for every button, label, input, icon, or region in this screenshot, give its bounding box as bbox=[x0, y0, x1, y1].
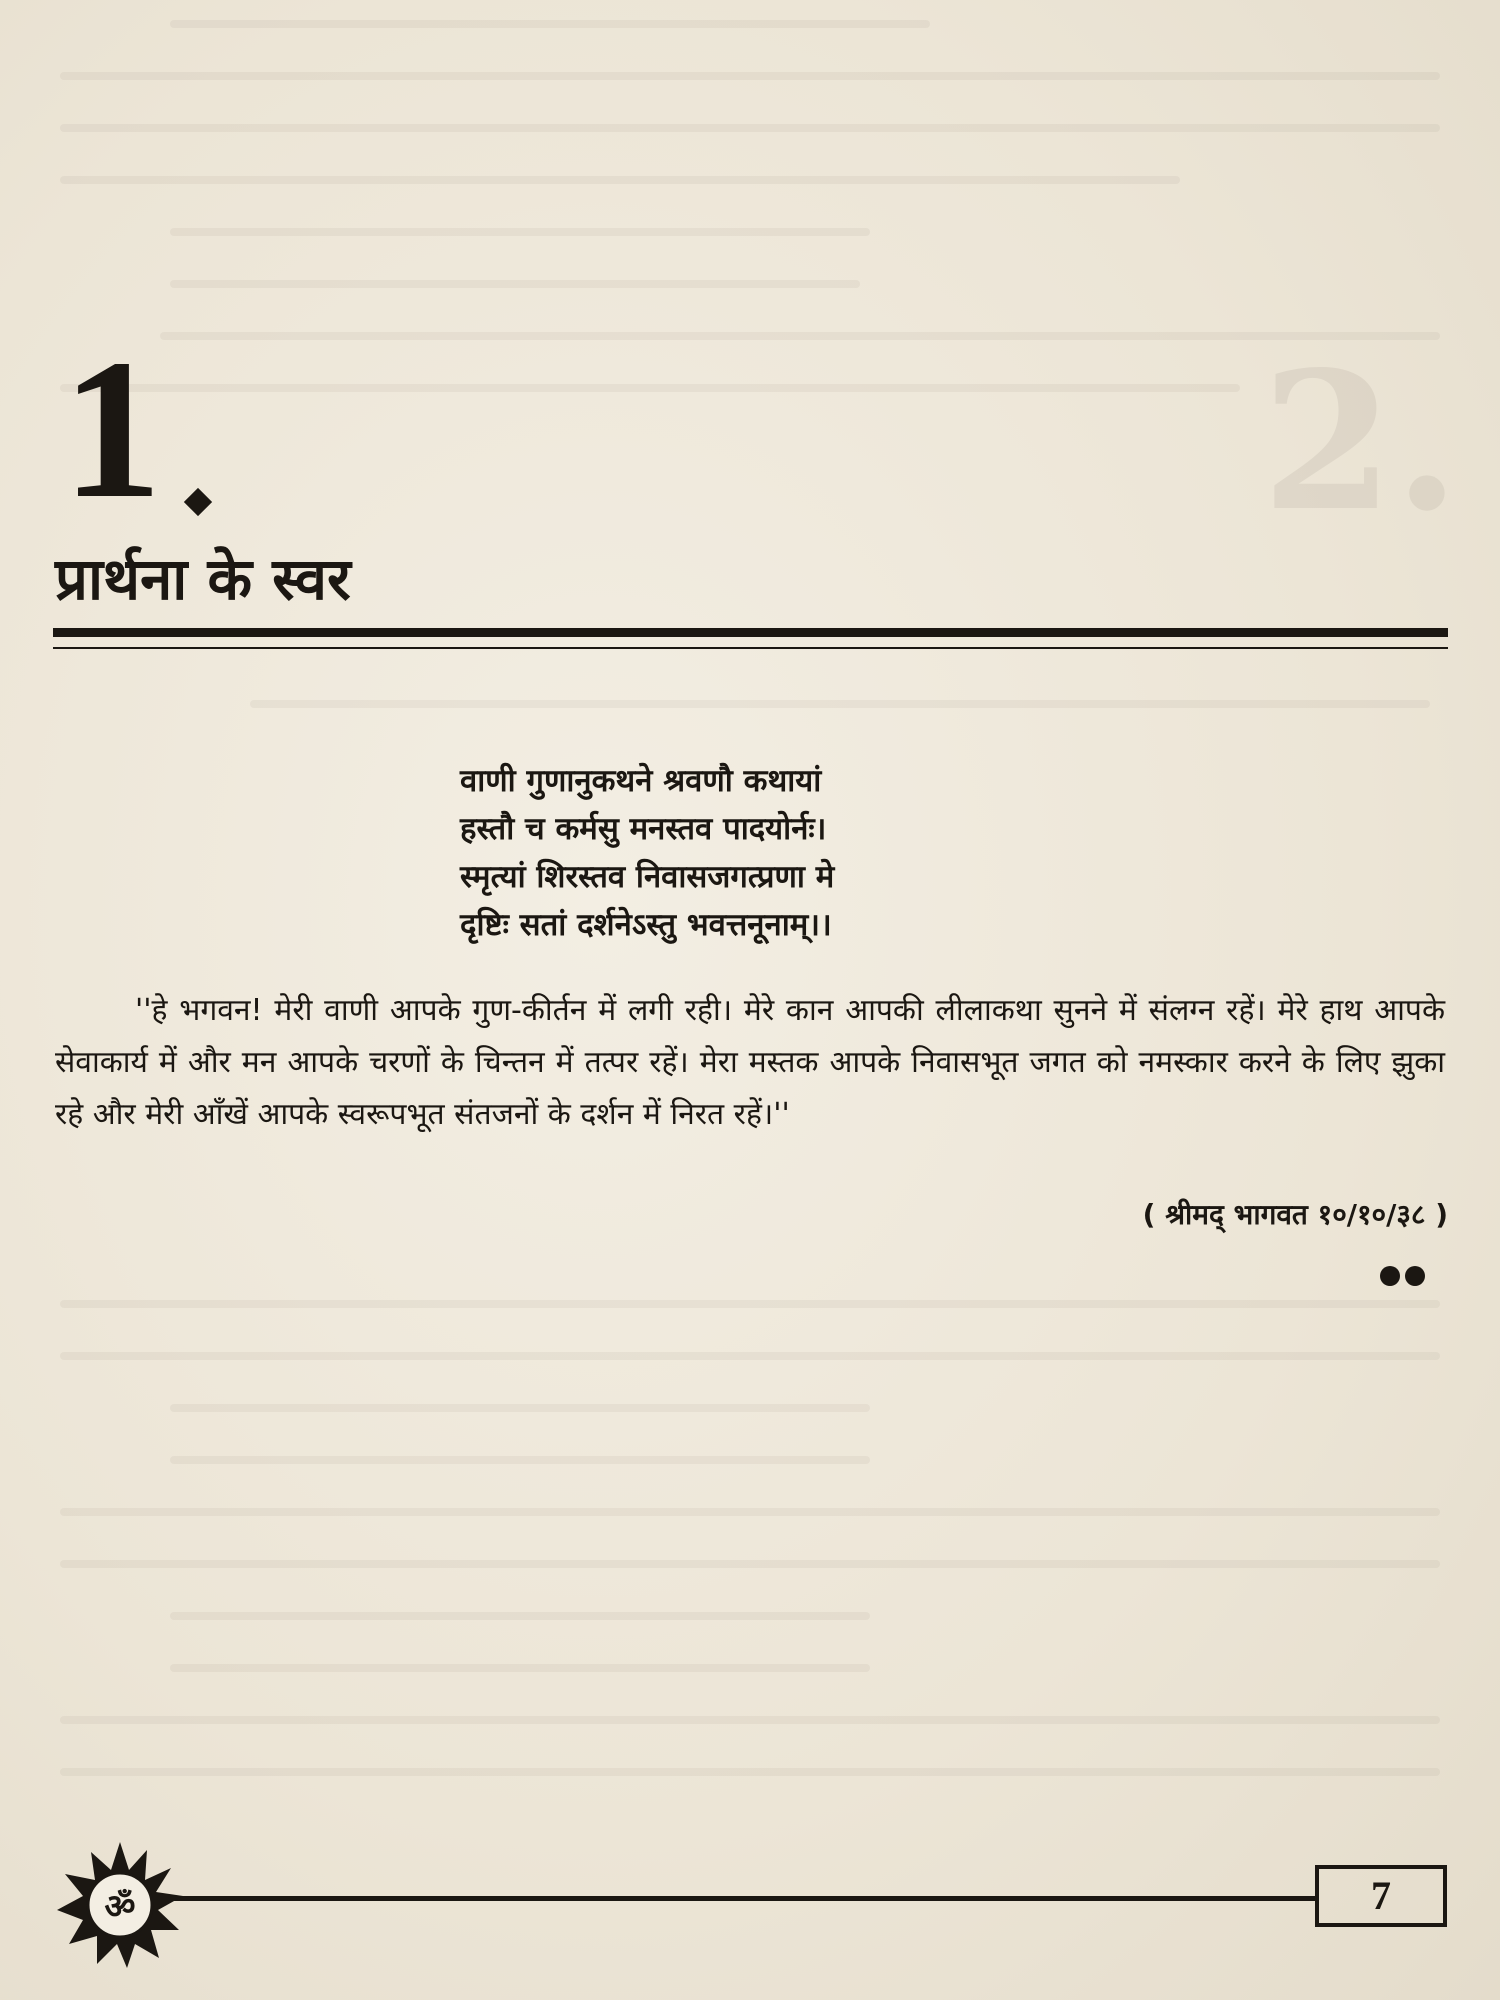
verse-line: दृष्टिः सतां दर्शनेऽस्तु भवत्तनूनाम्।। bbox=[460, 907, 832, 943]
show-through-line bbox=[60, 1352, 1440, 1360]
verse-citation: ( श्रीमद् भागवत १०/१०/३८ ) bbox=[1142, 1198, 1448, 1231]
heading-rule-thin bbox=[53, 647, 1448, 649]
verse-line: स्मृत्यां शिरस्तव निवासजगत्प्रणा मे bbox=[460, 859, 835, 895]
show-through-line bbox=[170, 1612, 870, 1620]
translation-paragraph: ''हे भगवन! मेरी वाणी आपके गुण-कीर्तन में लगी रही। मेरे कान आपकी लीलाकथा सुनने में संलग्न रहें। मेरे हाथ आपके सेवाकार्य में और मन आपके चरणों के चिन्तन में तत्पर रहें। मेरा मस्तक आपके निवासभूत जगत को नमस्कार करने के लिए झुका रहे और मेरी आँखें आपके स्वरूपभूत संतजनों के दर्शन में निरत रहें।'' bbox=[55, 993, 1445, 1132]
show-through-line bbox=[60, 124, 1440, 132]
show-through-line bbox=[60, 1300, 1440, 1308]
page-number: 7 bbox=[1315, 1865, 1447, 1927]
show-through-line bbox=[60, 1768, 1440, 1776]
verse-line: वाणी गुणानुकथने श्रवणौ कथायां bbox=[460, 763, 822, 799]
show-through-line bbox=[160, 332, 1440, 340]
show-through-line bbox=[60, 1508, 1440, 1516]
om-symbol: ॐ bbox=[104, 1887, 136, 1927]
sanskrit-verse bbox=[460, 757, 1160, 949]
show-through-line bbox=[170, 1664, 870, 1672]
show-through-line bbox=[60, 176, 1180, 184]
om-sun-icon bbox=[55, 1840, 185, 1970]
chapter-title: प्रार्थना के स्वर bbox=[55, 545, 351, 613]
show-through-line bbox=[60, 72, 1440, 80]
show-through-line bbox=[170, 228, 870, 236]
show-through-line bbox=[60, 1716, 1440, 1724]
diamond-icon bbox=[184, 488, 212, 516]
chapter-number: 1 bbox=[62, 319, 158, 540]
show-through-line bbox=[170, 280, 860, 288]
show-through-line bbox=[60, 384, 1240, 392]
show-through-line bbox=[170, 20, 930, 28]
heading-rule-thick bbox=[53, 628, 1448, 637]
show-through-numeral: 2. bbox=[1261, 330, 1460, 553]
show-through-line bbox=[250, 700, 1430, 708]
double-dot-icon bbox=[1380, 1266, 1430, 1290]
show-through-line bbox=[170, 1404, 870, 1412]
verse-line: हस्तौ च कर्मसु मनस्तव पादयोर्नः। bbox=[460, 811, 827, 847]
show-through-line bbox=[60, 1560, 1440, 1568]
show-through-line bbox=[170, 1456, 870, 1464]
footer-rule bbox=[150, 1896, 1315, 1901]
